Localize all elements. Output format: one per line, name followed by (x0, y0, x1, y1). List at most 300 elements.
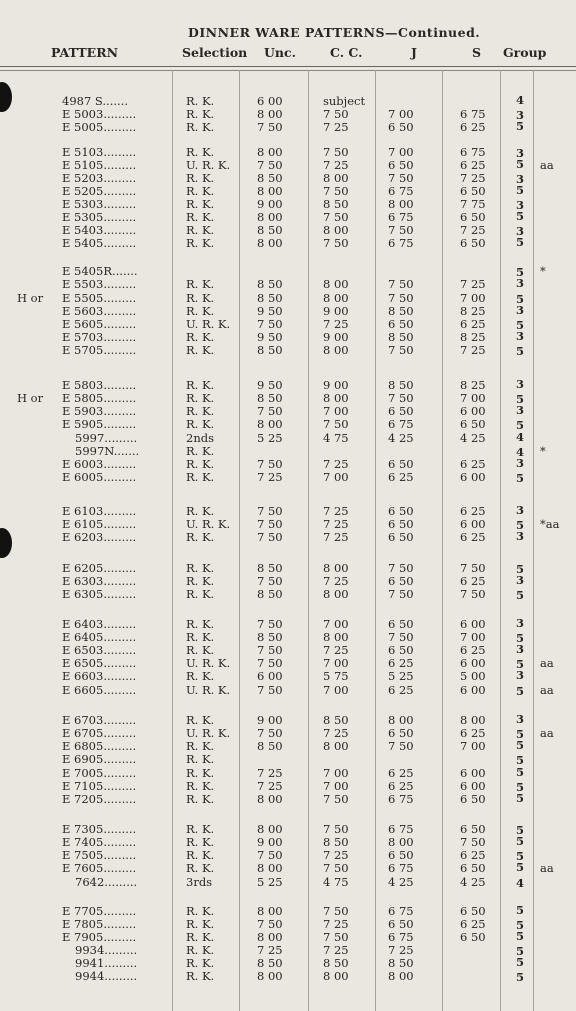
group: 5 (516, 183, 525, 197)
note: * (540, 444, 546, 458)
price-j: 4 25 (388, 875, 414, 889)
price-s: 8 25 (460, 378, 486, 392)
price-unc: 8 00 (257, 417, 283, 431)
price-unc: 9 50 (257, 378, 283, 392)
pattern-number: E 6605......... (62, 684, 137, 697)
price-unc: 8 00 (257, 236, 283, 250)
group: 3 (516, 456, 525, 470)
price-cc: 7 50 (323, 107, 349, 121)
price-s: 8 25 (460, 330, 486, 344)
table-row (0, 172, 576, 185)
price-unc: 8 50 (257, 343, 283, 357)
price-j: 6 25 (388, 766, 414, 780)
pattern-number: 9934......... (75, 944, 138, 957)
page-title: DINNER WARE PATTERNS—Continued. (188, 25, 481, 40)
selection: R. K. (186, 630, 215, 644)
price-j: 6 25 (388, 656, 414, 670)
price-j: 6 50 (388, 574, 414, 588)
group: 5 (516, 944, 525, 958)
group: 5 (516, 780, 525, 794)
group: 5 (516, 392, 525, 406)
price-cc: 8 00 (323, 561, 349, 575)
price-j: 7 00 (388, 107, 414, 121)
table-row (0, 714, 576, 727)
pattern-number: 5997......... (75, 432, 138, 445)
price-s: 6 25 (460, 158, 486, 172)
price-s: 7 50 (460, 835, 486, 849)
group: 5 (516, 765, 525, 779)
pattern-number: E 5703......... (62, 331, 137, 344)
price-unc: 7 50 (257, 317, 283, 331)
pattern-number: E 5605......... (62, 318, 137, 331)
group: 5 (516, 344, 525, 358)
group: 5 (516, 292, 525, 306)
note: *aa (540, 517, 560, 531)
table-row (0, 793, 576, 806)
price-j: 6 50 (388, 317, 414, 331)
selection: R. K. (186, 145, 215, 159)
table-row (0, 780, 576, 793)
price-j: 7 50 (388, 343, 414, 357)
table-row (0, 631, 576, 644)
table-row (0, 918, 576, 931)
price-unc: 8 00 (257, 184, 283, 198)
note: aa (540, 726, 554, 740)
pattern-number: E 6105......... (62, 518, 137, 531)
selection: R. K. (186, 792, 215, 806)
group: 5 (516, 265, 525, 279)
price-j: 8 00 (388, 197, 414, 211)
pattern-number: E 5903......... (62, 405, 137, 418)
group: 5 (516, 631, 525, 645)
price-s: 6 25 (460, 457, 486, 471)
price-cc: 7 50 (323, 861, 349, 875)
pattern-number: 4987 S....... (62, 95, 128, 108)
header-cc: C. C. (330, 45, 363, 60)
price-cc: 9 00 (323, 378, 349, 392)
selection: R. K. (186, 277, 215, 291)
price-j: 5 25 (388, 669, 414, 683)
selection: R. K. (186, 713, 215, 727)
price-j: 7 50 (388, 223, 414, 237)
price-unc: 7 25 (257, 779, 283, 793)
selection: R. K. (186, 930, 215, 944)
pattern-number: E 6905......... (62, 753, 137, 766)
price-unc: 7 50 (257, 530, 283, 544)
price-j: 8 50 (388, 304, 414, 318)
pattern-number: E 5305......... (62, 211, 137, 224)
pattern-number: E 6103......... (62, 505, 137, 518)
selection: R. K. (186, 574, 215, 588)
price-cc: 7 00 (323, 766, 349, 780)
group: 3 (516, 224, 525, 238)
pattern-number: E 5405......... (62, 237, 137, 250)
pattern-number: E 7905......... (62, 931, 137, 944)
pattern-number: E 5503......... (62, 278, 137, 291)
pattern-number: E 5505......... (62, 292, 137, 305)
table-row (0, 265, 576, 278)
price-cc: 7 25 (323, 917, 349, 931)
selection: U. R. K. (186, 317, 231, 331)
price-s: 6 25 (460, 643, 486, 657)
selection: R. K. (186, 587, 215, 601)
group: 3 (516, 668, 525, 682)
pattern-number: E 6505......... (62, 657, 137, 670)
price-unc: 8 50 (257, 171, 283, 185)
price-j: 6 50 (388, 404, 414, 418)
price-unc: 9 00 (257, 197, 283, 211)
price-cc: 7 50 (323, 145, 349, 159)
selection: R. K. (186, 107, 215, 121)
group: 3 (516, 503, 525, 517)
price-j: 6 50 (388, 643, 414, 657)
row-prefix: H or (17, 291, 44, 305)
header-pattern: PATTERN (51, 45, 119, 60)
selection: R. K. (186, 417, 215, 431)
price-cc: 8 00 (323, 223, 349, 237)
price-unc: 7 50 (257, 848, 283, 862)
price-unc: 7 50 (257, 574, 283, 588)
pattern-number: 5997N....... (75, 445, 140, 458)
table-row (0, 237, 576, 250)
group: 3 (516, 276, 525, 290)
price-unc: 7 50 (257, 120, 283, 134)
price-cc: 8 00 (323, 277, 349, 291)
table-row (0, 292, 576, 305)
price-s: 6 50 (460, 210, 486, 224)
table-row (0, 644, 576, 657)
price-cc: 7 50 (323, 210, 349, 224)
price-cc: 7 00 (323, 683, 349, 697)
header-selection: Selection (182, 45, 248, 60)
price-unc: 7 25 (257, 766, 283, 780)
header-rule (0, 70, 576, 71)
price-s: 7 00 (460, 391, 486, 405)
table-row (0, 344, 576, 357)
price-unc: 8 00 (257, 969, 283, 983)
group: 5 (516, 970, 525, 984)
price-cc: 7 00 (323, 404, 349, 418)
group: 5 (516, 518, 525, 532)
group: 5 (516, 860, 525, 874)
selection: R. K. (186, 120, 215, 134)
price-j: 8 50 (388, 330, 414, 344)
price-j: 6 50 (388, 530, 414, 544)
pattern-number: E 6305......... (62, 588, 137, 601)
price-cc: 8 00 (323, 587, 349, 601)
table-row (0, 185, 576, 198)
selection: R. K. (186, 739, 215, 753)
table-row (0, 753, 576, 766)
pattern-number: E 6003......... (62, 458, 137, 471)
pattern-number: 7642......... (75, 876, 138, 889)
group: 5 (516, 753, 525, 767)
table-row (0, 767, 576, 780)
selection: R. K. (186, 171, 215, 185)
pattern-number: E 6403......... (62, 618, 137, 631)
pattern-number: E 7605......... (62, 862, 137, 875)
table-row (0, 862, 576, 875)
table-row (0, 458, 576, 471)
header-j: J (411, 45, 417, 60)
selection: R. K. (186, 835, 215, 849)
table-row (0, 331, 576, 344)
price-cc: 7 25 (323, 943, 349, 957)
price-unc: 5 25 (257, 431, 283, 445)
price-j: 7 50 (388, 561, 414, 575)
selection: R. K. (186, 969, 215, 983)
table-row (0, 159, 576, 172)
pattern-number: E 5103......... (62, 146, 137, 159)
pattern-number: E 6503......... (62, 644, 137, 657)
price-j: 6 50 (388, 517, 414, 531)
price-unc: 8 50 (257, 223, 283, 237)
table-row (0, 588, 576, 601)
price-j: 6 75 (388, 861, 414, 875)
price-j: 6 50 (388, 917, 414, 931)
group: 3 (516, 616, 525, 630)
group: 3 (516, 146, 525, 160)
price-j: 7 50 (388, 587, 414, 601)
price-unc: 8 50 (257, 587, 283, 601)
price-unc: 9 00 (257, 713, 283, 727)
price-j: 8 00 (388, 835, 414, 849)
price-cc: 8 50 (323, 713, 349, 727)
group: 5 (516, 157, 525, 171)
header-s: S (472, 45, 482, 60)
price-s: 6 00 (460, 656, 486, 670)
price-j: 6 75 (388, 930, 414, 944)
selection: R. K. (186, 330, 215, 344)
price-j: 6 25 (388, 683, 414, 697)
group: 3 (516, 529, 525, 543)
pattern-number: E 5005......... (62, 121, 137, 134)
pattern-number: 9944......... (75, 970, 138, 983)
group: 4 (516, 445, 525, 459)
selection: R. K. (186, 848, 215, 862)
price-s: 7 25 (460, 343, 486, 357)
group: 5 (516, 727, 525, 741)
group: 5 (516, 791, 525, 805)
group: 3 (516, 403, 525, 417)
table-row (0, 931, 576, 944)
price-j: 6 50 (388, 504, 414, 518)
group: 5 (516, 684, 525, 698)
price-unc: 8 00 (257, 107, 283, 121)
price-unc: 8 50 (257, 630, 283, 644)
price-unc: 8 50 (257, 956, 283, 970)
note: aa (540, 861, 554, 875)
selection: 2nds (186, 431, 214, 445)
pattern-number: E 6703......... (62, 714, 137, 727)
price-s: 7 25 (460, 277, 486, 291)
price-j: 7 00 (388, 145, 414, 159)
price-cc: 8 00 (323, 343, 349, 357)
selection: R. K. (186, 184, 215, 198)
price-cc: 7 50 (323, 184, 349, 198)
price-s: 6 25 (460, 726, 486, 740)
price-s: 6 25 (460, 317, 486, 331)
table-row (0, 505, 576, 518)
pattern-number: E 7705......... (62, 905, 137, 918)
group: 3 (516, 573, 525, 587)
price-s: 6 50 (460, 861, 486, 875)
table-row (0, 405, 576, 418)
price-s: 6 50 (460, 904, 486, 918)
price-cc: 8 50 (323, 956, 349, 970)
selection: R. K. (186, 779, 215, 793)
price-s: 7 50 (460, 561, 486, 575)
price-s: 8 25 (460, 304, 486, 318)
price-s: 6 25 (460, 120, 486, 134)
price-j: 7 25 (388, 943, 414, 957)
price-s: 6 00 (460, 404, 486, 418)
price-j: 6 50 (388, 457, 414, 471)
pattern-number: E 5003......... (62, 108, 137, 121)
price-s: 6 50 (460, 417, 486, 431)
price-cc: 4 75 (323, 431, 349, 445)
note: aa (540, 656, 554, 670)
price-j: 6 50 (388, 617, 414, 631)
price-j: 6 75 (388, 822, 414, 836)
table-row (0, 562, 576, 575)
group: 5 (516, 657, 525, 671)
price-unc: 8 00 (257, 145, 283, 159)
price-cc: 7 50 (323, 236, 349, 250)
price-j: 6 25 (388, 470, 414, 484)
price-unc: 8 50 (257, 561, 283, 575)
pattern-number: E 6705......... (62, 727, 137, 740)
selection: R. K. (186, 643, 215, 657)
price-j: 7 50 (388, 739, 414, 753)
group: 5 (516, 471, 525, 485)
table-row (0, 905, 576, 918)
selection: R. K. (186, 943, 215, 957)
price-unc: 8 00 (257, 792, 283, 806)
price-cc: 8 50 (323, 835, 349, 849)
price-cc: 9 00 (323, 304, 349, 318)
price-unc: 7 50 (257, 158, 283, 172)
price-cc: 7 50 (323, 930, 349, 944)
group: 5 (516, 119, 525, 133)
pattern-number: E 6603......... (62, 670, 137, 683)
price-cc: 7 25 (323, 530, 349, 544)
price-cc: 8 00 (323, 171, 349, 185)
price-cc: 7 25 (323, 574, 349, 588)
price-j: 6 75 (388, 417, 414, 431)
price-unc: 9 50 (257, 304, 283, 318)
header-rule (0, 66, 576, 67)
table-row (0, 618, 576, 631)
group: 3 (516, 198, 525, 212)
price-j: 6 75 (388, 236, 414, 250)
price-j: 6 50 (388, 848, 414, 862)
price-cc: 5 75 (323, 669, 349, 683)
selection: R. K. (186, 197, 215, 211)
group: 5 (516, 318, 525, 332)
price-s: 6 50 (460, 184, 486, 198)
price-j: 8 00 (388, 713, 414, 727)
price-s: 7 50 (460, 587, 486, 601)
price-s: 7 75 (460, 197, 486, 211)
price-unc: 8 50 (257, 277, 283, 291)
price-unc: 7 50 (257, 643, 283, 657)
price-unc: 7 50 (257, 656, 283, 670)
price-cc: 7 25 (323, 317, 349, 331)
selection: U. R. K. (186, 517, 231, 531)
group: 4 (516, 876, 525, 890)
pattern-number: E 5303......... (62, 198, 137, 211)
group: 4 (516, 93, 525, 107)
price-j: 4 25 (388, 431, 414, 445)
selection: R. K. (186, 669, 215, 683)
selection: R. K. (186, 752, 215, 766)
selection: R. K. (186, 530, 215, 544)
selection: R. K. (186, 617, 215, 631)
pattern-number: E 7205......... (62, 793, 137, 806)
price-cc: 9 00 (323, 330, 349, 344)
price-unc: 7 25 (257, 470, 283, 484)
selection: U. R. K. (186, 683, 231, 697)
table-row (0, 278, 576, 291)
selection: R. K. (186, 904, 215, 918)
price-j: 6 25 (388, 779, 414, 793)
price-s: 6 25 (460, 917, 486, 931)
price-j: 6 50 (388, 158, 414, 172)
pattern-number: E 7805......... (62, 918, 137, 931)
price-cc: 7 25 (323, 643, 349, 657)
selection: U. R. K. (186, 726, 231, 740)
price-s: 6 00 (460, 517, 486, 531)
price-cc: 7 00 (323, 779, 349, 793)
table-row (0, 95, 576, 108)
table-row (0, 657, 576, 670)
table-row (0, 670, 576, 683)
price-cc: 7 50 (323, 822, 349, 836)
pattern-number: E 6303......... (62, 575, 137, 588)
selection: R. K. (186, 457, 215, 471)
selection: R. K. (186, 504, 215, 518)
price-s: 4 25 (460, 875, 486, 889)
group: 5 (516, 918, 525, 932)
price-j: 6 75 (388, 904, 414, 918)
group: 3 (516, 377, 525, 391)
group: 5 (516, 955, 525, 969)
price-cc: 8 00 (323, 630, 349, 644)
price-cc: 7 25 (323, 158, 349, 172)
table-row (0, 418, 576, 431)
price-s: 7 25 (460, 223, 486, 237)
note: * (540, 264, 546, 278)
price-cc: 7 25 (323, 504, 349, 518)
price-s: 7 00 (460, 739, 486, 753)
pattern-number: E 5203......... (62, 172, 137, 185)
pattern-number: E 5705......... (62, 344, 137, 357)
group: 3 (516, 329, 525, 343)
price-s: 6 50 (460, 792, 486, 806)
table-row (0, 531, 576, 544)
group: 5 (516, 588, 525, 602)
price-s: 6 50 (460, 930, 486, 944)
price-unc: 7 50 (257, 504, 283, 518)
pattern-number: E 5905......... (62, 418, 137, 431)
price-unc: 8 00 (257, 904, 283, 918)
price-j: 7 50 (388, 630, 414, 644)
price-j: 6 50 (388, 726, 414, 740)
price-cc: 8 00 (323, 391, 349, 405)
price-unc: 8 50 (257, 391, 283, 405)
table-row (0, 575, 576, 588)
